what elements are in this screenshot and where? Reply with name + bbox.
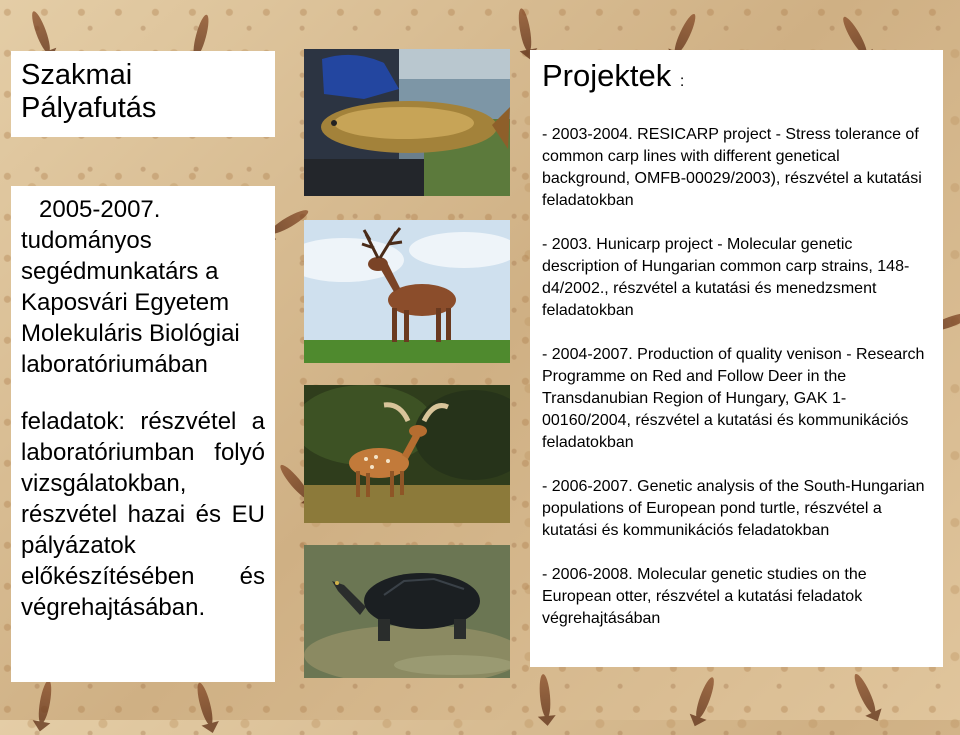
background-fish-mark — [538, 674, 552, 719]
background-fish-mark — [36, 679, 53, 724]
project-item: - 2004-2007. Production of quality venison - Research Programme on Red and Follow Deer in the Transdanubian Region of Hungary, GAK 1-00160/2004, részvétel a kutatási és kommunikációs feladatokban — [542, 346, 925, 451]
projects-panel — [530, 50, 943, 667]
project-item: - 2003-2004. RESICARP project - Stress tolerance of common carp lines with different genetical background, OMFB-00029/2003), részvétel a kutatási feladatokban — [542, 126, 922, 209]
career-text — [11, 186, 275, 623]
background-fish-mark — [851, 672, 879, 716]
project-item: - 2006-2008. Molecular genetic studies on the European otter, részvétel a kutatási feladatok végrehajtásában — [542, 566, 867, 627]
background-fish-mark — [693, 676, 717, 721]
projects-heading-colon: : — [679, 73, 685, 90]
carp-photo — [304, 49, 510, 196]
career-panel — [11, 186, 275, 682]
project-item: - 2003. Hunicarp project - Molecular genetic description of Hungarian common carp strains, 148-d4/2002., részvétel a kutatási és menedzsment feladatokban — [542, 236, 910, 319]
career-position: tudományos segédmunkatárs a Kaposvári Egyetem Molekuláris Biológiai laboratóriumában — [21, 227, 240, 378]
project-item: - 2006-2007. Genetic analysis of the South-Hungarian populations of European pond turtle, részvétel a kutatási és kommunikációs feladatokban — [542, 478, 925, 539]
projects-heading-text: Projektek — [542, 58, 672, 93]
red-deer-photo — [304, 220, 510, 363]
pond-turtle-photo — [304, 545, 510, 678]
career-tasks: feladatok: részvétel a laboratóriumban folyó vizsgálatokban, részvétel hazai és EU pályázatok előkészítésében és végrehajtásában. — [21, 408, 265, 621]
title-panel — [11, 51, 275, 137]
background-fish-mark — [29, 10, 53, 55]
project-list — [530, 102, 943, 630]
fallow-deer-photo — [304, 385, 510, 523]
page-title: Szakmai Pályafutás — [21, 59, 157, 124]
career-dates: 2005-2007. — [39, 196, 161, 223]
background-fish-mark — [516, 7, 533, 52]
projects-heading — [530, 50, 943, 102]
